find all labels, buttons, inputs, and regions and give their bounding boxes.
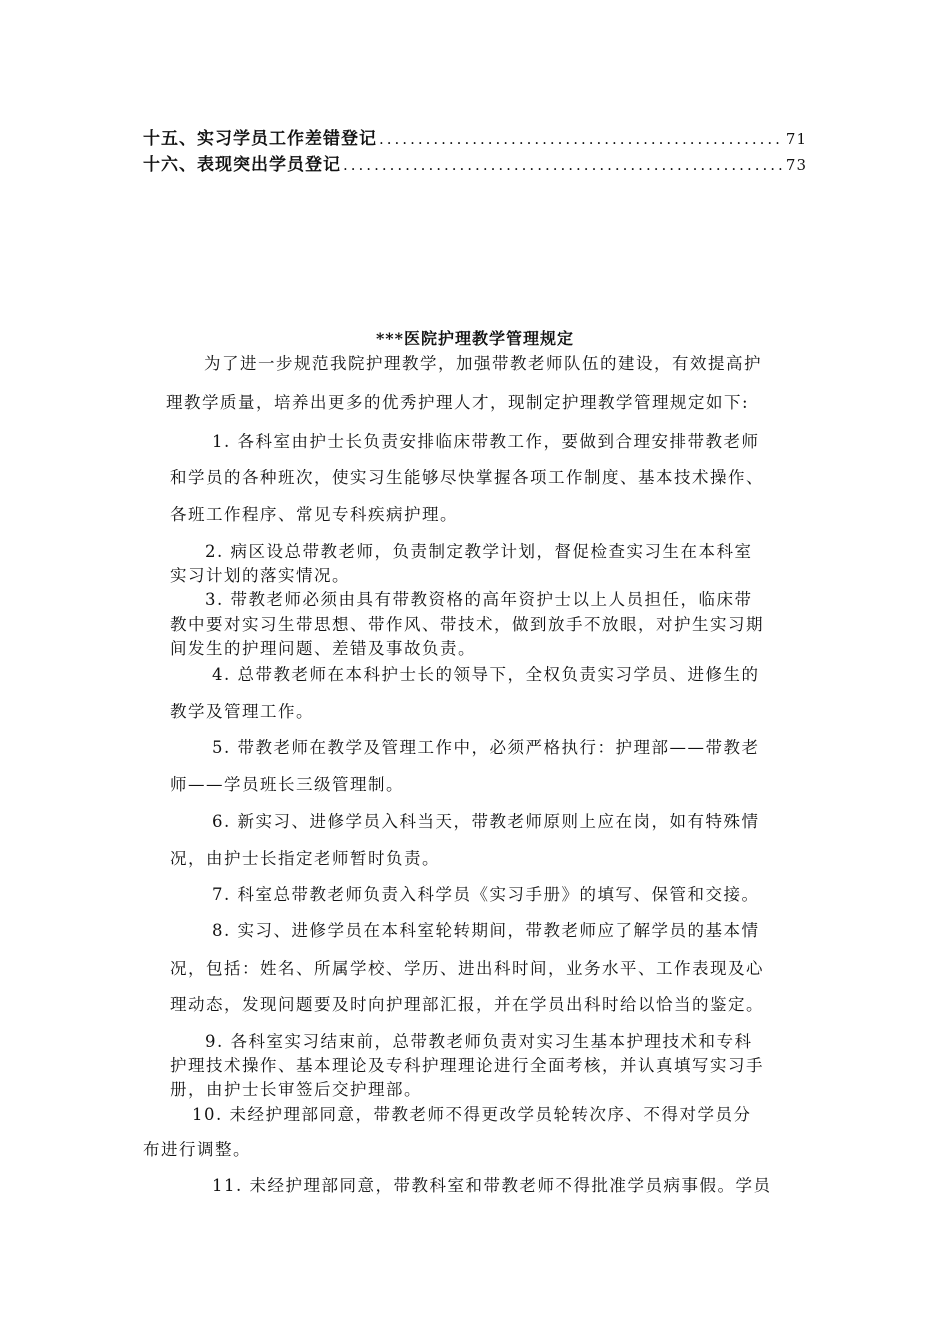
paragraph-line: 10. 未经护理部同意，带教老师不得更改学员轮转次序、不得对学员分 — [192, 1105, 752, 1124]
toc-entry-title: 十五、实习学员工作差错登记 — [143, 129, 377, 149]
paragraph-line: 理教学质量，培养出更多的优秀护理人才，现制定护理教学管理规定如下: — [166, 393, 750, 412]
paragraph-line: 7. 科室总带教老师负责入科学员《实习手册》的填写、保管和交接。 — [212, 885, 760, 904]
paragraph-line: 8. 实习、进修学员在本科室轮转期间，带教老师应了解学员的基本情 — [212, 921, 760, 940]
paragraph-line: 各班工作程序、常见专科疾病护理。 — [170, 505, 458, 524]
paragraph-line: 为了进一步规范我院护理教学，加强带教老师队伍的建设，有效提高护 — [204, 354, 762, 373]
toc-entry-page: 73 — [785, 156, 807, 174]
paragraph-line: 教中要对实习生带思想、带作风、带技术，做到放手不放眼，对护生实习期 — [170, 615, 764, 634]
toc-entry — [143, 124, 807, 150]
toc-entry-page: 71 — [785, 130, 807, 148]
paragraph-line: 5. 带教老师在教学及管理工作中，必须严格执行：护理部——带教老 — [212, 738, 760, 757]
paragraph-line: 3. 带教老师必须由具有带教资格的高年资护士以上人员担任，临床带 — [205, 590, 753, 609]
paragraph-line: 4. 总带教老师在本科护士长的领导下，全权负责实习学员、进修生的 — [212, 665, 760, 684]
paragraph-line: 护理技术操作、基本理论及专科护理理论进行全面考核，并认真填写实习手 — [170, 1056, 764, 1075]
paragraph-line: 9. 各科室实习结束前，总带教老师负责对实习生基本护理技术和专科 — [205, 1032, 753, 1051]
paragraph-line: 2. 病区设总带教老师，负责制定教学计划，督促检查实习生在本科室 — [205, 542, 753, 561]
paragraph-line: 1. 各科室由护士长负责安排临床带教工作，要做到合理安排带教老师 — [212, 432, 760, 451]
paragraph-line: 11. 未经护理部同意，带教科室和带教老师不得批准学员病事假。学员 — [212, 1176, 772, 1195]
paragraph-line: 间发生的护理问题、差错及事故负责。 — [170, 639, 476, 658]
paragraph-line: 和学员的各种班次，使实习生能够尽快掌握各项工作制度、基本技术操作、 — [170, 468, 764, 487]
paragraph-line: 况，包括：姓名、所属学校、学历、进出科时间，业务水平、工作表现及心 — [170, 959, 764, 978]
paragraph-line: 布进行调整。 — [143, 1140, 251, 1159]
toc-leader-dots — [379, 130, 784, 148]
toc-entry-title: 十六、表现突出学员登记 — [143, 155, 341, 175]
paragraph-line: 6. 新实习、进修学员入科当天，带教老师原则上应在岗，如有特殊情 — [212, 812, 760, 831]
paragraph-line: 况，由护士长指定老师暂时负责。 — [170, 849, 440, 868]
document-title: ***医院护理教学管理规定 — [375, 329, 575, 348]
paragraph-line: 师——学员班长三级管理制。 — [170, 775, 404, 794]
toc-leader-dots — [343, 156, 784, 174]
paragraph-line: 教学及管理工作。 — [170, 702, 314, 721]
paragraph-line: 理动态，发现问题要及时向护理部汇报，并在学员出科时给以恰当的鉴定。 — [170, 995, 764, 1014]
paragraph-line: 实习计划的落实情况。 — [170, 566, 350, 585]
paragraph-line: 册，由护士长审签后交护理部。 — [170, 1080, 422, 1099]
table-of-contents — [143, 124, 807, 176]
toc-entry — [143, 150, 807, 176]
